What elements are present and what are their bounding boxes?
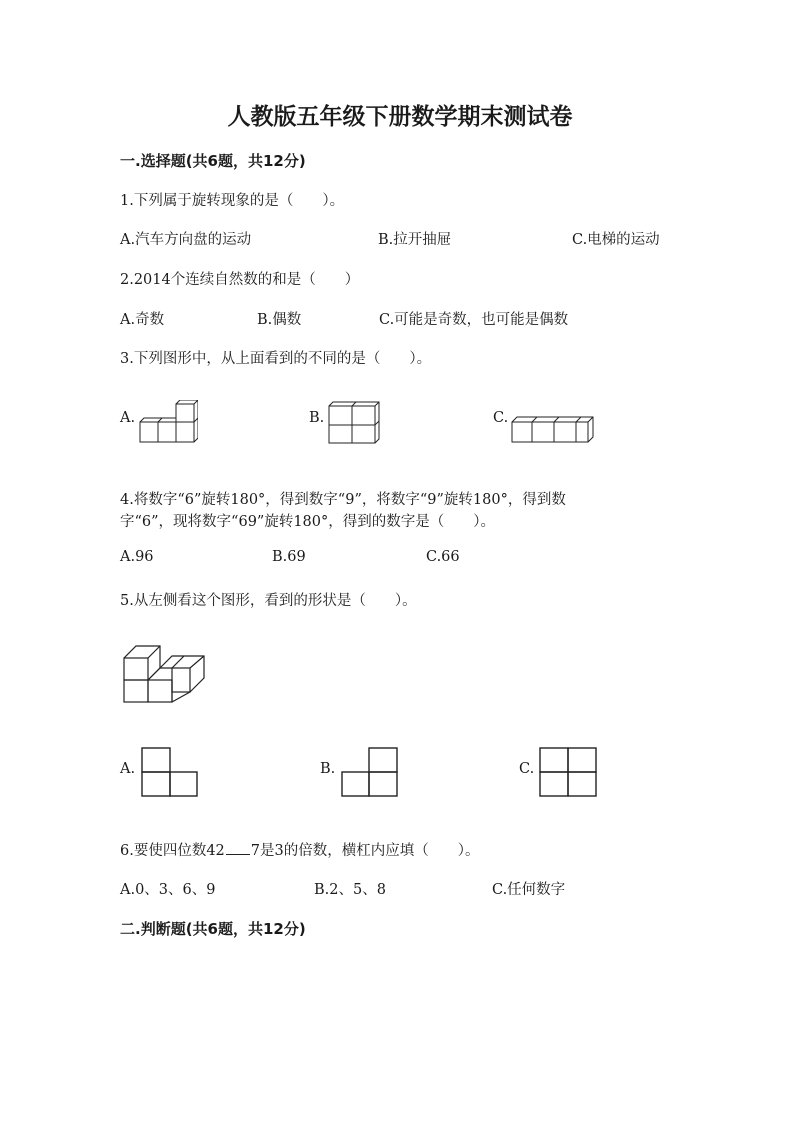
q1-option-b[interactable]: B.拉开抽屉 [378,232,452,248]
q5-main-cube-figure [120,640,210,706]
q3-figure-a-cubes [136,400,198,446]
q3-figure-b-cubes [325,400,383,446]
question-6-text-before: 6.要使四位数42 [120,843,225,859]
q1-option-c[interactable]: C.电梯的运动 [572,232,660,248]
q3-option-a-label[interactable]: A. [120,410,136,426]
page-title: 人教版五年级下册数学期末测试卷 [227,104,573,130]
question-5: 5.从左侧看这个图形，看到的形状是（ ）。 [120,593,417,609]
question-6-text-after: 7是3的倍数，横杠内应填（ ）。 [250,843,480,859]
q2-option-c[interactable]: C.可能是奇数，也可能是偶数 [379,312,569,328]
q6-option-b[interactable]: B.2、5、8 [314,882,386,898]
q4-option-b[interactable]: B.69 [272,549,306,565]
q6-option-a[interactable]: A.0、3、6、9 [120,882,216,898]
section-heading-judgment: 二.判断题(共6题，共12分) [120,920,306,938]
question-6 [120,839,480,860]
q5-option-b-label[interactable]: B. [320,761,336,777]
question-1: 1.下列属于旋转现象的是（ ）。 [120,193,345,209]
section-heading-choice: 一.选择题(共6题，共12分) [120,152,306,170]
question-4-line-1: 4.将数字“6”旋转180°，得到数字“9”，将数字“9”旋转180°，得到数 [120,492,566,508]
q3-figure-c-cubes [510,414,594,446]
question-4-line-2: 字“6”，现将数字“69”旋转180°，得到的数字是（ ）。 [120,514,496,530]
q4-option-c[interactable]: C.66 [426,549,460,565]
q2-option-b[interactable]: B.偶数 [257,312,302,328]
question-2: 2.2014个连续自然数的和是（ ） [120,272,360,288]
answer-blank[interactable] [226,842,250,855]
q5-option-a-label[interactable]: A. [120,761,136,777]
question-3: 3.下列图形中，从上面看到的不同的是（ ）。 [120,351,432,367]
q4-option-a[interactable]: A.96 [120,549,154,565]
q2-option-a[interactable]: A.奇数 [120,312,165,328]
q1-option-a[interactable]: A.汽车方向盘的运动 [120,232,252,248]
q5-figure-c-shape [538,746,600,798]
q5-figure-a-shape [140,746,200,798]
q3-option-c-label[interactable]: C. [493,410,509,426]
q3-option-b-label[interactable]: B. [309,410,325,426]
q6-option-c[interactable]: C.任何数字 [492,882,566,898]
q5-figure-b-shape [340,746,400,798]
q5-option-c-label[interactable]: C. [519,761,535,777]
